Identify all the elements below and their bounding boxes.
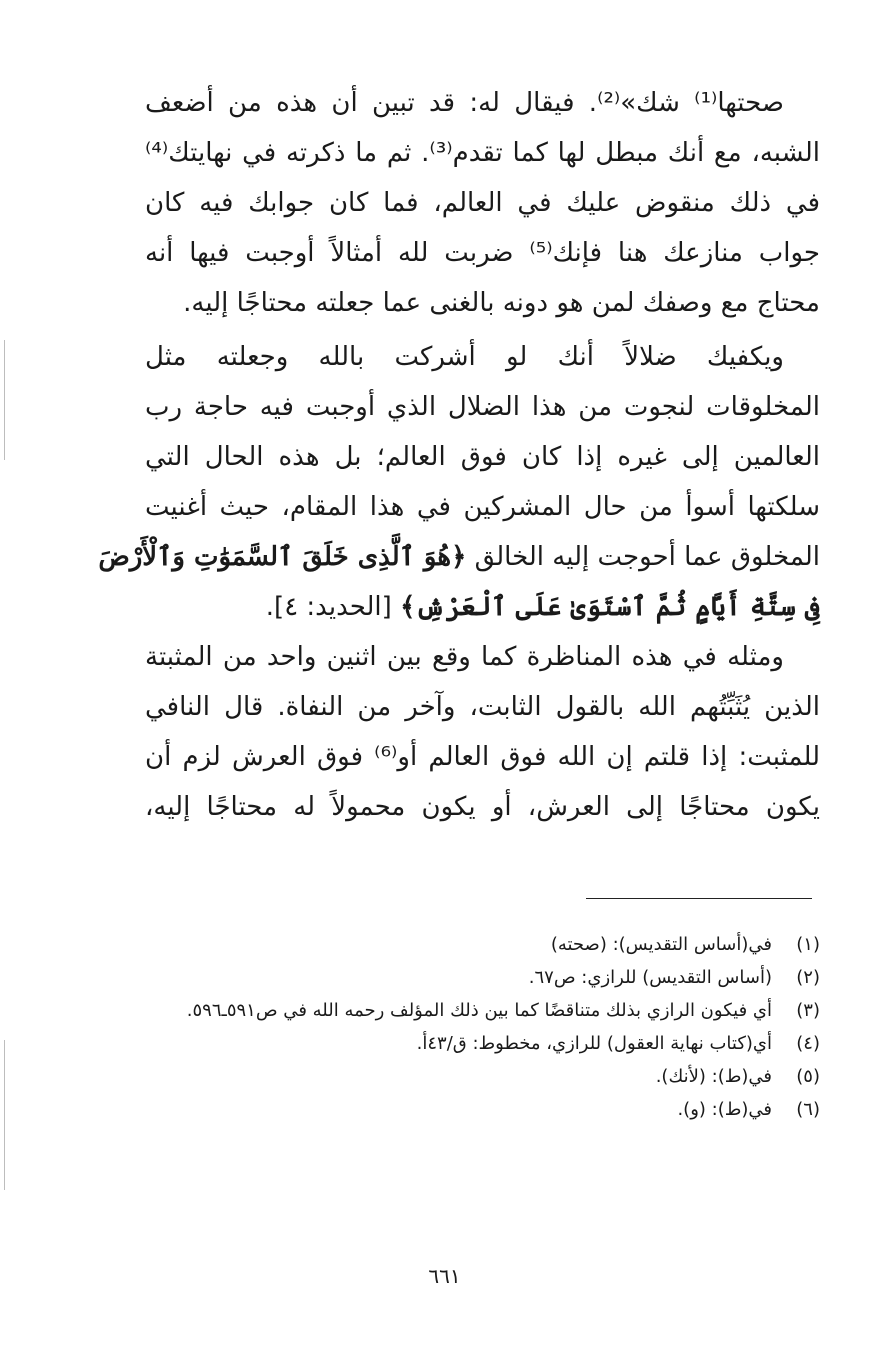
footnote-text: في(أساس التقديس): (صحته) [550,934,772,955]
page-number: ٦٦١ [428,1264,461,1288]
footnote [145,994,820,1027]
text-line: للمثبت: إذا قلتم إن الله فوق العالم أو⁽⁶⁾ فوق العرش لزم أن [145,742,820,772]
left-margin-mark [4,1040,5,1190]
left-margin-mark [4,340,5,460]
text-line: صحتها⁽¹⁾ شك»⁽²⁾. فيقال له: قد تبين أن هذه من أضعف [145,88,784,118]
footnote-text: في(ط): (و). [677,1099,772,1120]
footnote-number: (٢) [796,967,820,988]
footnote [145,1093,820,1126]
text-line: ومثله في هذه المناظرة كما وقع بين اثنين واحد من المثبتة [145,642,784,672]
text-line: الشبه، مع أنك مبطل لها كما تقدم⁽³⁾. ثم ما ذكرته في نهايتك⁽⁴⁾ [145,138,820,168]
quran-verse: فِى سِتَّةِ أَيَّامٍ ثُمَّ ٱسْتَوَىٰ عَلَى ٱلْعَرْشِ﴾ [400,592,820,622]
text-line: جواب منازعك هنا فإنك⁽⁵⁾ ضربت لله أمثالاً أوجبت فيها أنه [145,238,821,268]
text-line: ويكفيك ضلالاً أنك لو أشركت بالله وجعلته مثل [145,342,784,372]
text-line-with-verse [98,532,820,582]
footnote-text: أي(كتاب نهاية العقول) للرازي، مخطوط: ق/٤٣أ. [416,1033,772,1054]
footnote [145,928,820,961]
text-line: محتاج مع وصفك لمن هو دونه بالغنى عما جعلته محتاجًا إليه. [183,288,820,318]
footnote [145,1027,820,1060]
footnote-number: (١) [796,934,820,955]
text-line: في ذلك منقوض عليك في العالم، فما كان جوابك فيه كان [145,188,820,218]
main-text [98,78,821,832]
footnote-separator [586,898,812,899]
footnote [145,961,820,994]
text-line: سلكتها أسوأ من حال المشركين في هذا المقام، حيث أغنيت [145,492,820,522]
text-line: الذين يُثَبِّتُهم الله بالقول الثابت، وآخر من النفاة. قال النافي [145,692,820,722]
footnote [145,1060,820,1093]
text-line: المخلوقات لنجوت من هذا الضلال الذي أوجبت فيه حاجة رب [145,392,820,422]
text-segment: المخلوق عما أحوجت إليه الخالق [474,542,820,572]
footnote-number: (٥) [796,1066,820,1087]
text-line: العالمين إلى غيره إذا كان فوق العالم؛ بل هذه الحال التي [145,442,820,472]
footnote-number: (٦) [796,1099,820,1120]
footnote-number: (٤) [796,1033,820,1054]
footnote-text: أي فيكون الرازي بذلك متناقضًا كما بين ذلك المؤلف رحمه الله في ص٥٩١ـ٥٩٦. [186,1000,772,1021]
verse-reference: [الحديد: ٤]. [265,592,392,622]
text-line: يكون محتاجًا إلى العرش، أو يكون محمولاً له محتاجًا إليه، [145,792,820,822]
text-line-with-verse [145,582,820,632]
footnote-number: (٣) [796,1000,820,1021]
footnotes [145,928,820,1126]
quran-verse: ﴿هُوَ ٱلَّذِى خَلَقَ ٱلسَّمَوَٰتِ وَٱلْأَرْضَ [98,542,467,572]
footnote-text: (أساس التقديس) للرازي: ص٦٧. [528,967,772,988]
footnote-text: في(ط): (لأنك). [655,1066,772,1087]
